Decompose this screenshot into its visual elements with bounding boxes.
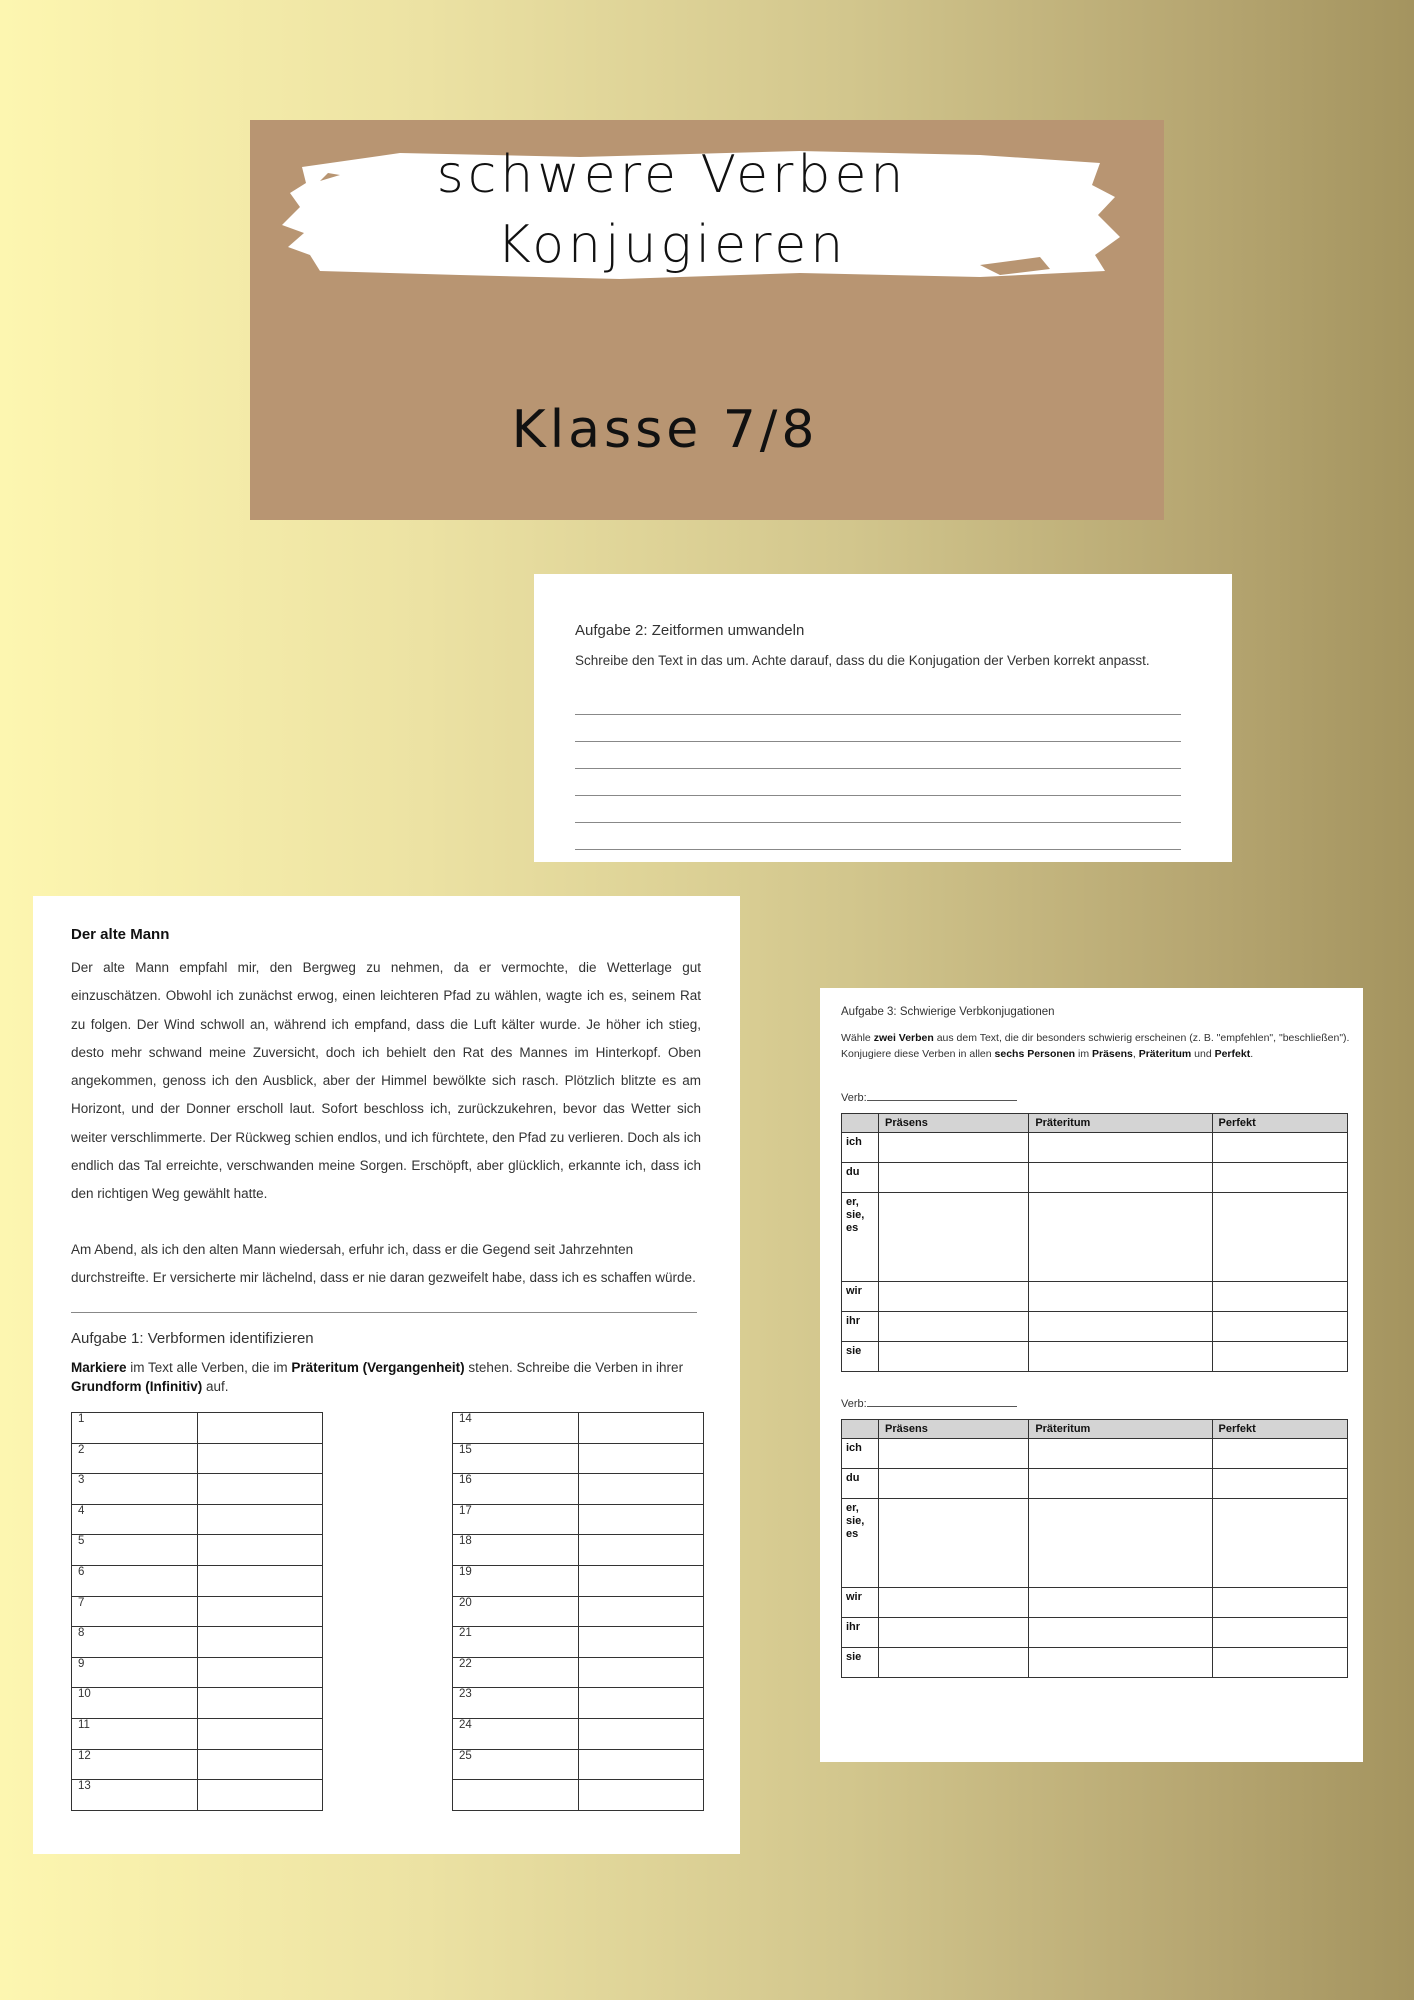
column-header: Präteritum [1029,1420,1212,1439]
task3-instruction: Wähle zwei Verben aus dem Text, die dir besonders schwierig erscheinen (z. B. "empfehlen", "beschließen"). Konjugiere diese Verben in allen sechs Personen im Präsens, Präteritum und Perfekt. [841,1032,1350,1060]
story-paragraph-1: Der alte Mann empfahl mir, den Bergweg zu nehmen, da er vermochte, die Wetterlage gut einzuschätzen. Obwohl ich zunächst erwog, einen leichteren Pfad zu wählen, wagte ich es, seinem Rat zu folgen. Der Wind schwoll an, während ich empfand, dass die Luft kälter wurde. Je höher ich stieg, desto mehr schwand meine Zuversicht, doch ich behielt den Rat des Mannes im Hinterkopf. Oben angekommen, genoss ich den Ausblick, aber der Himmel bewölkte sich rasch. Plötzlich blitzte es am Horizont, und der Donner erscholl laut. Sofort beschloss ich, zurückzukehren, bevor das Wetter sich weiter verschlimmerte. Der Rückweg schien endlos, und ich fürchtete, den Pfad zu verlieren. Doch als ich endlich das Tal erreichte, verschwanden meine Sorgen. Erschöpft, aber glücklich, erkannte ich, dass ich den richtigen Weg gewählt hatte. [71,960,701,1202]
row-number: 22 [453,1657,579,1688]
row-number: 18 [453,1535,579,1566]
conjugation-cell[interactable] [879,1618,1029,1648]
answer-cell[interactable] [579,1413,704,1444]
person-label: ihr [842,1618,879,1648]
conjugation-cell[interactable] [879,1342,1029,1372]
verb-table-left [71,1412,323,1811]
person-label: sie [842,1648,879,1678]
task3-sheet [820,988,1363,1762]
column-header: Präsens [879,1420,1029,1439]
answer-cell[interactable] [198,1474,323,1505]
person-label: wir [842,1282,879,1312]
conjugation-cell[interactable] [879,1193,1029,1282]
table-row [72,1749,323,1780]
corner-cell [842,1114,879,1133]
title-card [250,120,1164,520]
answer-cell[interactable] [579,1749,704,1780]
conjugation-cell[interactable] [879,1133,1029,1163]
column-header: Perfekt [1212,1420,1347,1439]
title-line-2: Konjugieren [496,215,848,275]
table-row [453,1688,704,1719]
person-row [842,1648,1348,1678]
row-number: 6 [72,1565,198,1596]
answer-cell[interactable] [198,1627,323,1658]
title-line-1: schwere Verben [436,145,908,205]
row-number: 20 [453,1596,579,1627]
conjugation-cell[interactable] [1212,1312,1347,1342]
person-row [842,1342,1348,1372]
table-row [72,1596,323,1627]
conjugation-cell[interactable] [879,1439,1029,1469]
row-number: 23 [453,1688,579,1719]
row-number: 14 [453,1413,579,1444]
conjugation-cell[interactable] [1029,1499,1212,1588]
row-number: 7 [72,1596,198,1627]
conjugation-cell[interactable] [1212,1469,1347,1499]
row-number: 21 [453,1627,579,1658]
conjugation-cell[interactable] [1029,1312,1212,1342]
table-row [72,1657,323,1688]
row-number: 12 [72,1749,198,1780]
conjugation-table-2 [841,1419,1348,1678]
person-row [842,1282,1348,1312]
answer-cell[interactable] [198,1413,323,1444]
table-row [72,1565,323,1596]
table-row [72,1688,323,1719]
table-row [72,1780,323,1811]
answer-cell[interactable] [579,1718,704,1749]
row-number: 17 [453,1504,579,1535]
row-number: 25 [453,1749,579,1780]
table-row [72,1627,323,1658]
conjugation-cell[interactable] [1029,1133,1212,1163]
table-row [453,1718,704,1749]
story-title: Der alte Mann [71,926,170,943]
task2-heading: Aufgabe 2: Zeitformen umwandeln [575,622,805,639]
row-number: 15 [453,1443,579,1474]
table-row [453,1474,704,1505]
table-row [72,1535,323,1566]
conjugation-cell[interactable] [879,1469,1029,1499]
row-number: 9 [72,1657,198,1688]
conjugation-cell[interactable] [1212,1588,1347,1618]
row-number: 11 [72,1718,198,1749]
answer-cell[interactable] [198,1718,323,1749]
table-row [453,1504,704,1535]
conjugation-cell[interactable] [879,1312,1029,1342]
column-header: Präteritum [1029,1114,1212,1133]
conjugation-cell[interactable] [1212,1282,1347,1312]
person-row [842,1439,1348,1469]
answer-cell[interactable] [198,1657,323,1688]
conjugation-cell[interactable] [1212,1648,1347,1678]
conjugation-cell[interactable] [1029,1618,1212,1648]
conjugation-cell[interactable] [1029,1648,1212,1678]
table-row [72,1413,323,1444]
story-sheet [33,896,740,1854]
conjugation-cell[interactable] [879,1648,1029,1678]
person-row [842,1193,1348,1282]
answer-cell[interactable] [579,1596,704,1627]
conjugation-cell[interactable] [1029,1342,1212,1372]
header-row [842,1114,1348,1133]
row-number: 19 [453,1565,579,1596]
answer-cell[interactable] [198,1535,323,1566]
person-row [842,1133,1348,1163]
conjugation-cell[interactable] [1212,1193,1347,1282]
table-row [453,1535,704,1566]
grade-label: Klasse 7/8 [511,400,819,460]
table-row [72,1504,323,1535]
table-row [72,1718,323,1749]
answer-cell[interactable] [579,1657,704,1688]
verb-line-1[interactable]: Verb: [841,1090,1017,1104]
person-row [842,1163,1348,1193]
task3-heading: Aufgabe 3: Schwierige Verbkonjugationen [841,1006,1055,1018]
person-label: du [842,1163,879,1193]
column-header: Präsens [879,1114,1029,1133]
task2-instruction: Schreibe den Text in das um. Achte darauf, dass du die Konjugation der Verben korrekt anpasst. [575,653,1150,668]
row-number: 2 [72,1443,198,1474]
conjugation-cell[interactable] [879,1163,1029,1193]
verb-table-right [452,1412,704,1811]
conjugation-cell[interactable] [1029,1163,1212,1193]
conjugation-cell[interactable] [1029,1193,1212,1282]
answer-cell[interactable] [198,1596,323,1627]
conjugation-cell[interactable] [1029,1469,1212,1499]
table-row [453,1413,704,1444]
person-row [842,1588,1348,1618]
row-number: 8 [72,1627,198,1658]
conjugation-cell[interactable] [1212,1439,1347,1469]
answer-cell[interactable] [579,1565,704,1596]
answer-cell[interactable] [579,1443,704,1474]
conjugation-cell[interactable] [879,1282,1029,1312]
person-label: du [842,1469,879,1499]
table-row [453,1657,704,1688]
person-label: ich [842,1133,879,1163]
row-number: 3 [72,1474,198,1505]
conjugation-cell[interactable] [879,1588,1029,1618]
row-number [453,1780,579,1811]
answer-cell[interactable] [579,1627,704,1658]
conjugation-cell[interactable] [1029,1588,1212,1618]
answer-cell[interactable] [579,1474,704,1505]
conjugation-cell[interactable] [1212,1499,1347,1588]
writing-lines[interactable] [575,714,1181,876]
person-label: sie [842,1342,879,1372]
table-row [72,1443,323,1474]
conjugation-cell[interactable] [1212,1163,1347,1193]
row-number: 24 [453,1718,579,1749]
table-row [453,1780,704,1811]
column-header: Perfekt [1212,1114,1347,1133]
table-row [453,1443,704,1474]
person-label: ich [842,1439,879,1469]
conjugation-cell[interactable] [1212,1618,1347,1648]
corner-cell [842,1420,879,1439]
task1-heading: Aufgabe 1: Verbformen identifizieren [71,1330,314,1347]
table-row [453,1596,704,1627]
answer-cell[interactable] [198,1565,323,1596]
header-row [842,1420,1348,1439]
person-row [842,1618,1348,1648]
conjugation-cell[interactable] [1029,1282,1212,1312]
row-number: 16 [453,1474,579,1505]
task1-instruction: Markiere im Text alle Verben, die im Präteritum (Vergangenheit) stehen. Schreibe die Verben in ihrer Grundform (Infinitiv) auf. [71,1360,684,1394]
divider [71,1312,697,1313]
conjugation-cell[interactable] [1029,1439,1212,1469]
answer-cell[interactable] [198,1749,323,1780]
answer-cell[interactable] [579,1780,704,1811]
verb-line-2[interactable]: Verb: [841,1396,1017,1410]
person-label: ihr [842,1312,879,1342]
person-label: er, sie, es [842,1193,879,1282]
table-row [453,1565,704,1596]
table-row [453,1749,704,1780]
answer-cell[interactable] [198,1504,323,1535]
story-paragraph-2: Am Abend, als ich den alten Mann wiedersah, erfuhr ich, dass er die Gegend seit Jahrzehnten durchstreifte. Er versicherte mir lächelnd, dass er nie daran gezweifelt habe, dass ich es schaffen würde. [71,1242,696,1286]
table-row [453,1627,704,1658]
conjugation-cell[interactable] [1212,1342,1347,1372]
person-label: er, sie, es [842,1499,879,1588]
answer-cell[interactable] [579,1504,704,1535]
conjugation-cell[interactable] [1212,1133,1347,1163]
answer-cell[interactable] [198,1443,323,1474]
conjugation-table-1 [841,1113,1348,1372]
row-number: 10 [72,1688,198,1719]
worksheet-title [250,140,1094,280]
answer-cell[interactable] [198,1780,323,1811]
row-number: 5 [72,1535,198,1566]
row-number: 4 [72,1504,198,1535]
row-number: 13 [72,1780,198,1811]
person-row [842,1499,1348,1588]
table-row [72,1474,323,1505]
conjugation-cell[interactable] [879,1499,1029,1588]
answer-cell[interactable] [579,1535,704,1566]
person-row [842,1312,1348,1342]
person-row [842,1469,1348,1499]
row-number: 1 [72,1413,198,1444]
task2-sheet [534,574,1232,862]
answer-cell[interactable] [579,1688,704,1719]
person-label: wir [842,1588,879,1618]
answer-cell[interactable] [198,1688,323,1719]
